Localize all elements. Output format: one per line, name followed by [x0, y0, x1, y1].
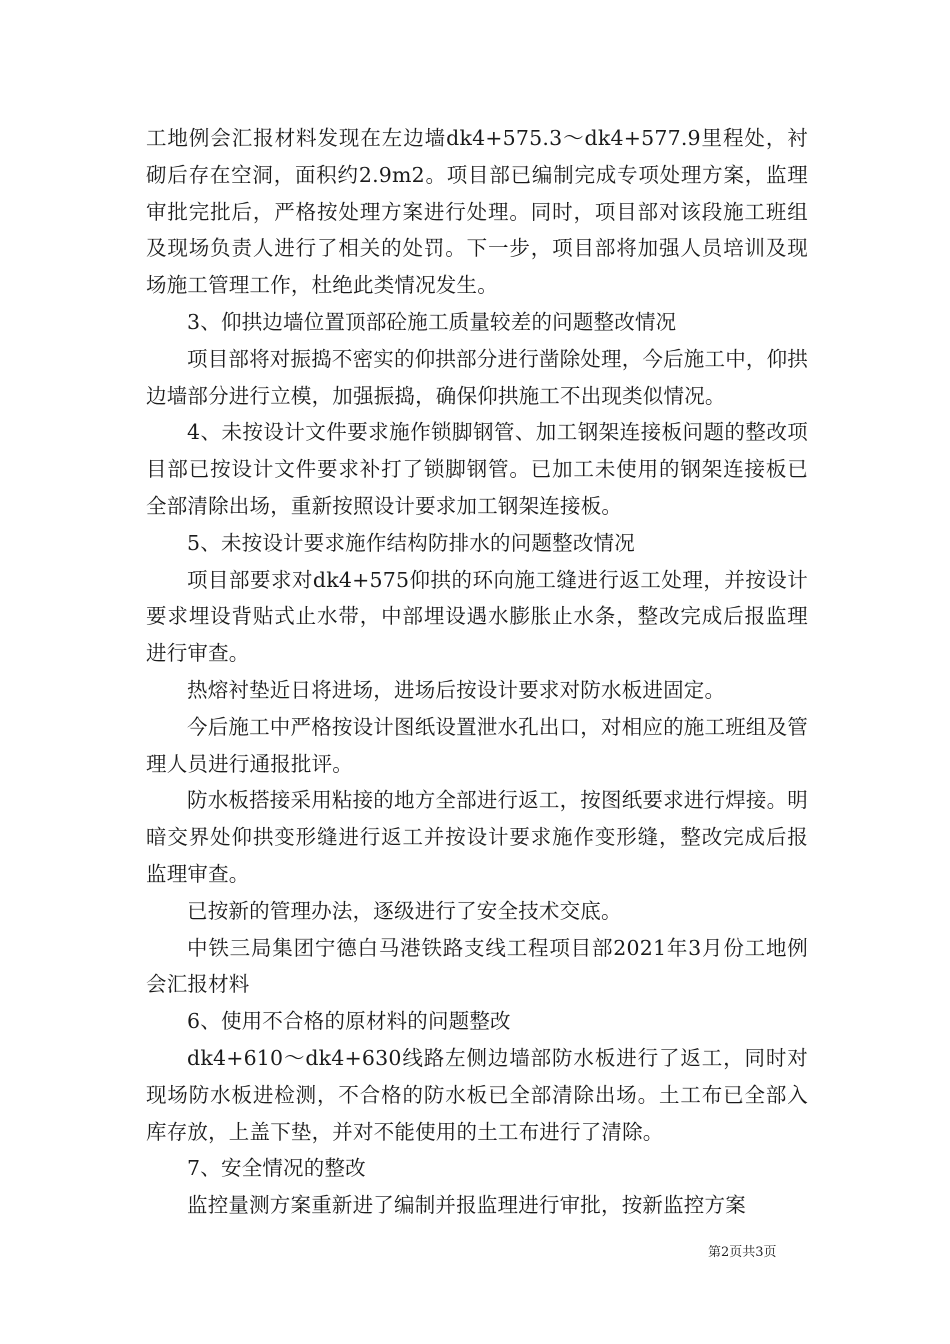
page-number-footer: 第2页共3页	[708, 1245, 777, 1260]
section-heading-6: 6、使用不合格的原材料的问题整改	[187, 1009, 511, 1034]
section-heading-7: 7、安全情况的整改	[187, 1156, 366, 1181]
section-heading-3: 3、仰拱边墙位置顶部砼施工质量较差的问题整改情况	[187, 309, 677, 334]
paragraph-8: 防水板搭接采用粘接的地方全部进行返工，按图纸要求进行焊接。明暗交界处仰拱变形缝进行返工并按设计要求施作变形缝，整改完成后报监理审查。	[146, 788, 808, 886]
section-heading-5: 5、未按设计要求施作结构防排水的问题整改情况	[187, 530, 635, 555]
paragraph-0: 工地例会汇报材料发现在左边墙dk4+575.3～dk4+577.9里程处，衬砌后存在空洞，面积约2.9m2。项目部已编制完成专项处理方案，监理审批完批后，严格按处理方案进行处理。同时，项目部对该段施工班组及现场负责人进行了相关的处罚。下一步，项目部将加强人员培训及现场施工管理工作，杜绝此类情况发生。	[146, 126, 808, 298]
document-body	[146, 120, 808, 1224]
report-title-line: 中铁三局集团宁德白马港铁路支线工程项目部2021年3月份工地例会汇报材料	[146, 935, 808, 997]
paragraph-6: 热熔衬垫近日将进场，进场后按设计要求对防水板进固定。	[187, 677, 726, 702]
paragraph-14: 监控量测方案重新进了编制并报监理进行审批，按新监控方案	[187, 1193, 746, 1218]
paragraph-7: 今后施工中严格按设计图纸设置泄水孔出口，对相应的施工班组及管理人员进行通报批评。	[146, 714, 808, 776]
paragraph-9: 已按新的管理办法，逐级进行了安全技术交底。	[187, 898, 622, 923]
paragraph-5: 项目部要求对dk4+575仰拱的环向施工缝进行返工处理，并按设计要求埋设背贴式止水带，中部埋设遇水膨胀止水条，整改完成后报监理进行审查。	[146, 567, 808, 666]
paragraph-2: 项目部将对振捣不密实的仰拱部分进行凿除处理，今后施工中，仰拱边墙部分进行立模，加强振捣，确保仰拱施工不出现类似情况。	[146, 346, 808, 408]
section-heading-4: 4、未按设计文件要求施作锁脚钢管、加工钢架连接板问题的整改项目部已按设计文件要求补打了锁脚钢管。已加工未使用的钢架连接板已全部清除出场，重新按照设计要求加工钢架连接板。	[146, 420, 808, 518]
paragraph-12: dk4+610～dk4+630线路左侧边墙部防水板进行了返工，同时对现场防水板进检测，不合格的防水板已全部清除出场。土工布已全部入库存放，上盖下垫，并对不能使用的土工布进行了清除。	[146, 1045, 808, 1144]
